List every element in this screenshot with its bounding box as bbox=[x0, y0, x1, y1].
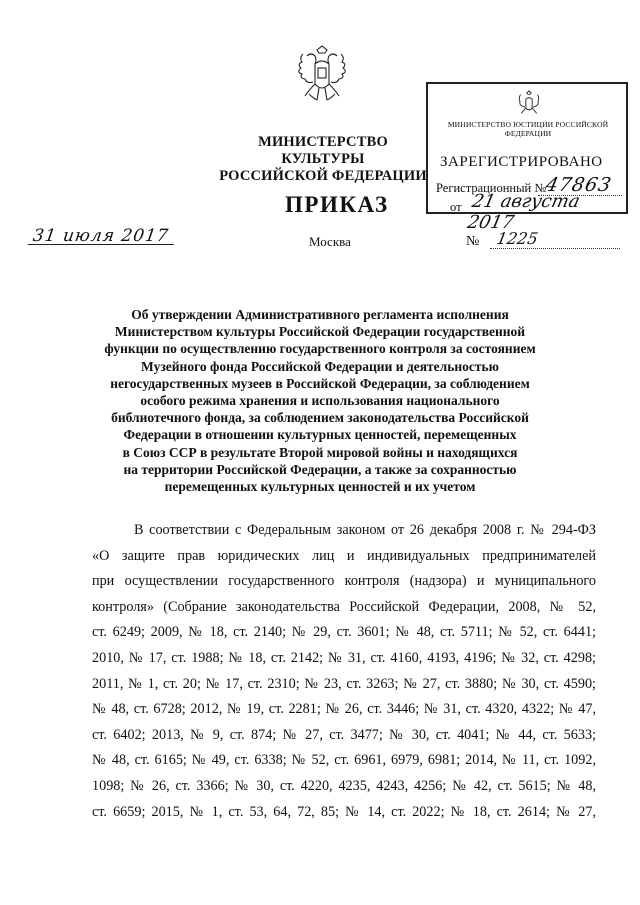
body-line: ст. 6249; 2009, № 18, ст. 2140; № 29, ст. 3601; № 48, ст. 5711; № 52, ст. 6441; bbox=[92, 624, 596, 641]
stamp-date: 21 августа 2017 bbox=[465, 191, 582, 233]
handwritten-order-number: 1225 bbox=[495, 229, 540, 248]
stamp-organization: МИНИСТЕРСТВО ЮСТИЦИИ РОССИЙСКОЙ ФЕДЕРАЦИИ bbox=[447, 120, 609, 138]
body-line: ст. 6659; 2015, № 1, ст. 53, 64, 72, 85; № 14, ст. 2022; № 18, ст. 2614; № 27, bbox=[92, 803, 596, 820]
heading-line: негосударственных музеев в Российской Федерации, за соблюдением bbox=[110, 375, 530, 391]
order-number-label: № bbox=[466, 234, 480, 249]
body-line: при осуществлении государственного контроля (надзора) и муниципального bbox=[92, 573, 596, 590]
stamp-eagle-icon bbox=[516, 90, 542, 118]
heading-line: на территории Российской Федерации, а также за сохранностью bbox=[123, 461, 517, 477]
document-body bbox=[92, 518, 596, 825]
double-headed-eagle-icon bbox=[293, 44, 351, 106]
stamp-reg-number: 47863 bbox=[543, 174, 614, 196]
order-number-line bbox=[490, 248, 620, 249]
handwritten-date: 31 июля 2017 bbox=[31, 226, 171, 246]
order-title: ПРИКАЗ bbox=[285, 192, 389, 217]
heading-line: библиотечного фонда, за соблюдением законодательства Российской bbox=[111, 410, 529, 426]
body-line: ст. 6402; 2013, № 9, ст. 874; № 27, ст. 3477; № 30, ст. 4041; № 44, ст. 5633; bbox=[92, 726, 596, 743]
body-line: В соответствии с Федеральным законом от 26 декабря 2008 г. № 294-ФЗ bbox=[134, 522, 596, 538]
body-line: 1098; № 26, ст. 3366; № 30, ст. 4220, 4235, 4243, 4256; № 42, ст. 5615; № 48, bbox=[92, 777, 596, 794]
stamp-date-label: от bbox=[450, 200, 462, 214]
body-line: «О защите прав юридических лиц и индивидуальных предпринимателей bbox=[92, 547, 596, 564]
heading-line: в Союз ССР в результате Второй мировой войны и находящихся bbox=[122, 444, 518, 460]
stamp-reg-number-label: Регистрационный № bbox=[436, 181, 547, 195]
body-line: контроля» (Собрание законодательства Российской Федерации, 2008, № 52, bbox=[92, 598, 596, 615]
heading-line: Музейного фонда Российской Федерации и деятельностью bbox=[141, 358, 499, 374]
body-line: № 48, ст. 6165; № 49, ст. 6338; № 52, ст. 6961, 6979, 6981; 2014, № 11, ст. 1092, bbox=[92, 752, 596, 769]
document-heading bbox=[98, 306, 542, 495]
heading-line: Министерством культуры Российской Федерации государственной bbox=[114, 324, 526, 340]
heading-line: Об утверждении Административного регламента исполнения bbox=[131, 307, 509, 322]
registration-stamp bbox=[426, 82, 628, 233]
stamp-registered: ЗАРЕГИСТРИРОВАНО bbox=[440, 154, 603, 170]
body-line: 2011, № 1, ст. 20; № 17, ст. 2310; № 23, ст. 3263; № 27, ст. 3880; № 30, ст. 4590; bbox=[92, 675, 596, 692]
city: Москва bbox=[309, 234, 351, 249]
ministry-line-2: РОССИЙСКОЙ ФЕДЕРАЦИИ bbox=[219, 168, 427, 184]
heading-line: особого режима хранения и использования национального bbox=[140, 393, 500, 409]
heading-line: перемещенных культурных ценностей и их учетом bbox=[164, 479, 476, 495]
body-line: № 48, ст. 6728; 2012, № 19, ст. 2281; № 26, ст. 3446; № 31, ст. 4320, 4322; № 47, bbox=[92, 701, 596, 718]
body-line: 2010, № 17, ст. 1988; № 18, ст. 2142; № 31, ст. 4160, 4193, 4196; № 32, ст. 4298; bbox=[92, 649, 596, 666]
ministry-line-1: МИНИСТЕРСТВО КУЛЬТУРЫ bbox=[258, 134, 388, 167]
ministry-name bbox=[218, 134, 428, 185]
heading-line: функции по осуществлению государственного контроля за состоянием bbox=[104, 341, 536, 357]
heading-line: Федерации в отношении культурных ценностей, перемещенных bbox=[123, 427, 517, 443]
